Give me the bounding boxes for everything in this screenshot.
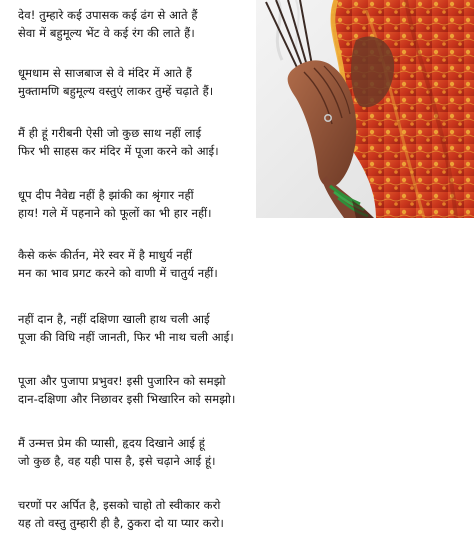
stanza bbox=[18, 434, 278, 470]
poem-line: जो कुछ है, वह यही पास है, इसे चढ़ाने आई हूं। bbox=[18, 454, 216, 468]
stanza bbox=[18, 124, 278, 160]
poem-line: फिर भी साहस कर मंदिर में पूजा करने को आई। bbox=[18, 144, 219, 158]
stanza bbox=[18, 186, 278, 222]
poem-line: पूजा की विधि नहीं जानती, फिर भी नाथ चली आई। bbox=[18, 330, 234, 344]
poem-line: चरणों पर अर्पित है, इसको चाहो तो स्वीकार करो bbox=[18, 498, 221, 512]
stanza bbox=[18, 246, 278, 282]
stanza bbox=[18, 496, 278, 532]
poem-line: धूमधाम से साजबाज से वे मंदिर में आते हैं bbox=[18, 66, 192, 80]
poem-line: पूजा और पुजापा प्रभुवर! इसी पुजारिन को समझो bbox=[18, 374, 226, 388]
poem-line: मैं ही हूं गरीबनी ऐसी जो कुछ साथ नहीं लाई bbox=[18, 126, 202, 140]
poem-line: हाय! गले में पहनाने को फूलों का भी हार नहीं। bbox=[18, 206, 212, 220]
stanza bbox=[18, 372, 278, 408]
poem-line: देव! तुम्हारे कई उपासक कई ढंग से आते हैं bbox=[18, 8, 198, 22]
stanza bbox=[18, 64, 278, 100]
poem-line: मैं उन्मत्त प्रेम की प्यासी, हृदय दिखाने आई हूं bbox=[18, 436, 206, 450]
poem-line: धूप दीप नैवेद्य नहीं है झांकी का श्रृंगार नहीं bbox=[18, 188, 194, 202]
poem-line: दान-दक्षिणा और निछावर इसी भिखारिन को समझो। bbox=[18, 392, 236, 406]
poem-line: मुक्तामणि बहुमूल्य वस्तुएं लाकर तुम्हें चढ़ाते हैं। bbox=[18, 84, 214, 98]
stanza bbox=[18, 6, 278, 42]
poem-line: सेवा में बहुमूल्य भेंट वे कई रंग की लाते हैं। bbox=[18, 26, 195, 40]
poem-line: मन का भाव प्रगट करने को वाणी में चातुर्य नहीं। bbox=[18, 266, 218, 280]
praying-woman-photo bbox=[256, 0, 474, 218]
stanza bbox=[18, 310, 278, 346]
poem-line: यह तो वस्तु तुम्हारी ही है, ठुकरा दो या प्यार करो। bbox=[18, 516, 224, 530]
poem-line: कैसे करूं कीर्तन, मेरे स्वर में है माधुर्य नहीं bbox=[18, 248, 193, 262]
poem-line: नहीं दान है, नहीं दक्षिणा खाली हाथ चली आई bbox=[18, 312, 210, 326]
